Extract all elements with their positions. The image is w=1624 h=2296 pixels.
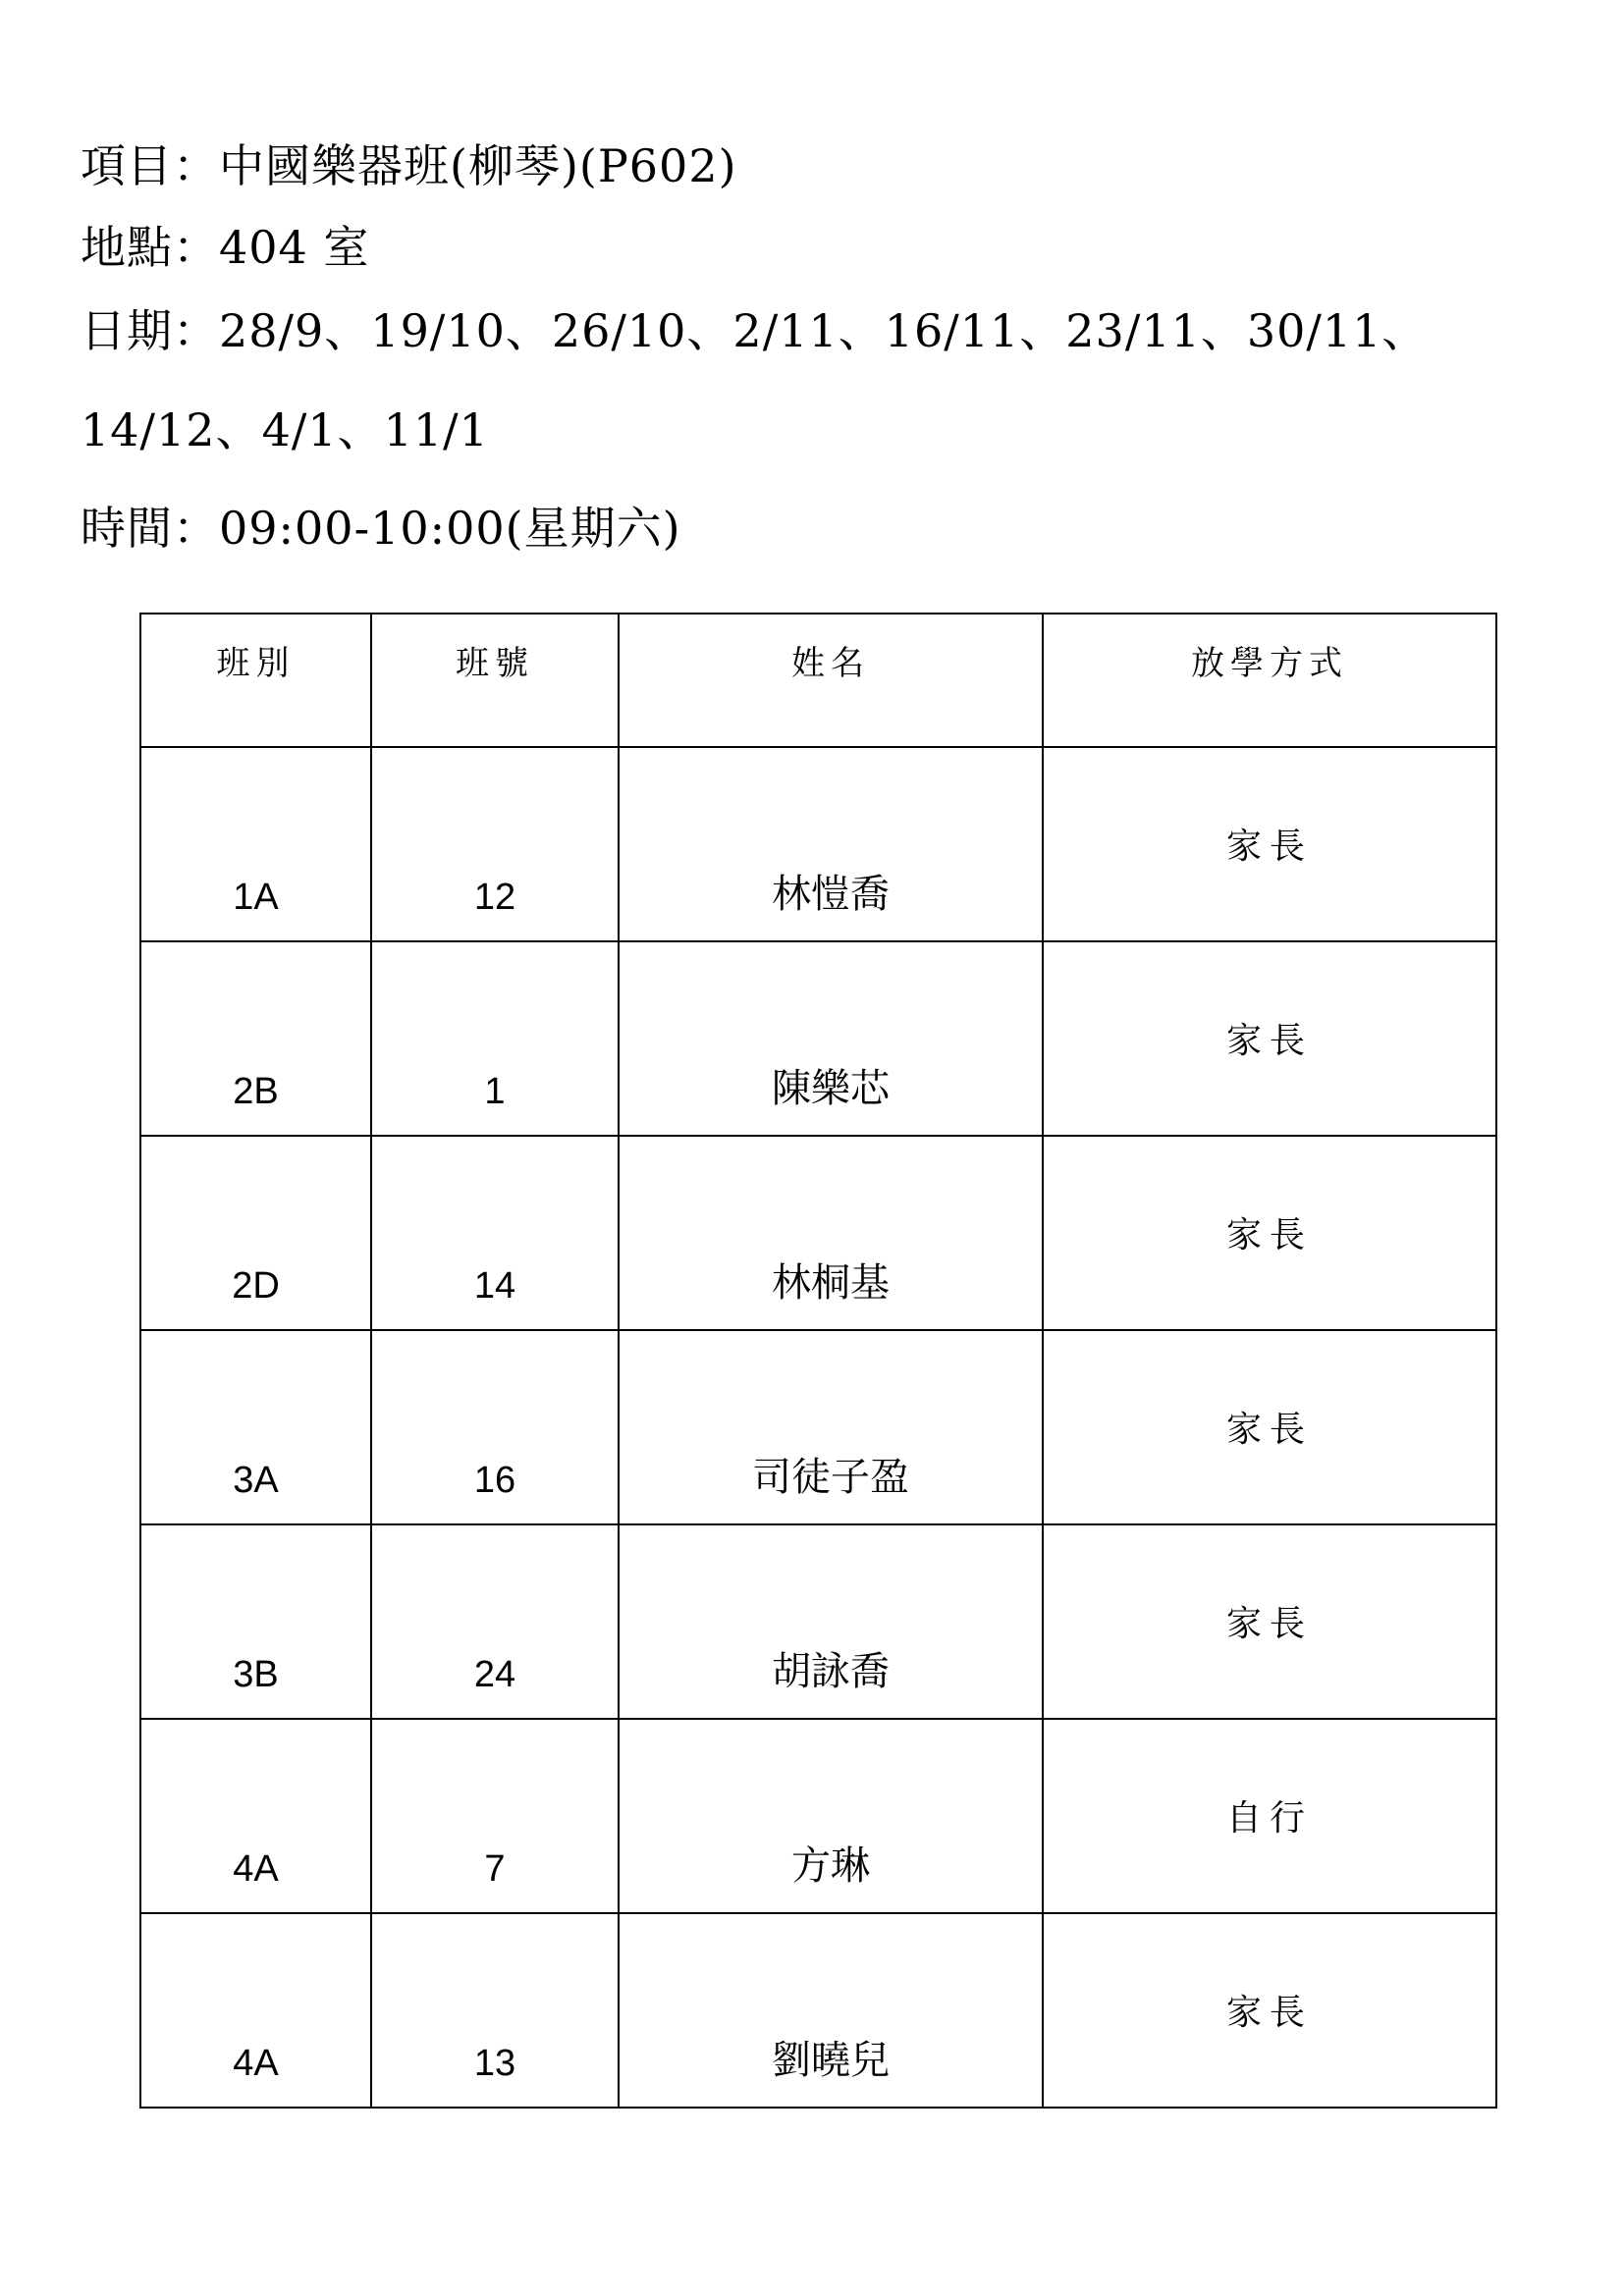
dates-line-2: 14/12、4/1、11/1: [81, 403, 489, 456]
class-value: 2D: [232, 1265, 280, 1307]
pickup-value: 自行: [1225, 1798, 1313, 1839]
class-cell: [140, 1330, 371, 1524]
class-value: 4A: [233, 1848, 279, 1890]
class-cell: [140, 941, 371, 1136]
name-cell: [619, 1719, 1043, 1913]
pickup-cell: [1043, 941, 1496, 1136]
class-cell: [140, 1719, 371, 1913]
table-row: [140, 1330, 1496, 1524]
pickup-value: 家長: [1225, 827, 1313, 867]
item-line: 項目：中國樂器班(柳琴)(P602): [81, 139, 737, 192]
number-cell: [371, 1524, 619, 1719]
table-row: [140, 1524, 1496, 1719]
name-cell: [619, 1136, 1043, 1330]
class-value: 1A: [233, 877, 279, 918]
pickup-value: 家長: [1225, 1021, 1313, 1061]
column-header-number-label: 班號: [456, 644, 534, 683]
table-row: [140, 941, 1496, 1136]
name-cell: [619, 941, 1043, 1136]
pickup-cell: [1043, 1524, 1496, 1719]
column-header-class: [140, 614, 371, 747]
venue-line: 地點：404 室: [81, 221, 370, 274]
class-cell: [140, 747, 371, 941]
name-value: 司徒子盈: [752, 1455, 909, 1500]
column-header-number: [371, 614, 619, 747]
number-cell: [371, 747, 619, 941]
number-value: 7: [484, 1848, 506, 1890]
number-cell: [371, 941, 619, 1136]
column-header-pickup: [1043, 614, 1496, 747]
name-value: 胡詠喬: [772, 1649, 890, 1694]
column-header-pickup-label: 放學方式: [1191, 644, 1348, 683]
class-value: 4A: [233, 2043, 279, 2084]
time-line: 時間：09:00-10:00(星期六): [81, 502, 681, 555]
column-header-name: [619, 614, 1043, 747]
number-cell: [371, 1719, 619, 1913]
pickup-cell: [1043, 1330, 1496, 1524]
number-value: 1: [484, 1071, 506, 1112]
table-header-row: [140, 614, 1496, 747]
number-value: 13: [473, 2043, 516, 2084]
number-cell: [371, 1913, 619, 2108]
pickup-value: 家長: [1225, 1993, 1313, 2033]
student-roster-table: [139, 613, 1497, 2109]
class-value: 3B: [233, 1654, 279, 1695]
class-cell: [140, 1136, 371, 1330]
name-cell: [619, 1330, 1043, 1524]
class-cell: [140, 1913, 371, 2108]
name-value: 陳樂芯: [772, 1066, 890, 1111]
number-value: 14: [473, 1265, 516, 1307]
pickup-cell: [1043, 1913, 1496, 2108]
table-row: [140, 747, 1496, 941]
dates-line-1: 日期：28/9、19/10、26/10、2/11、16/11、23/11、30/11、: [81, 304, 1429, 357]
table-row: [140, 1913, 1496, 2108]
name-cell: [619, 1913, 1043, 2108]
class-cell: [140, 1524, 371, 1719]
pickup-cell: [1043, 1719, 1496, 1913]
pickup-value: 家長: [1225, 1604, 1313, 1644]
class-value: 2B: [233, 1071, 279, 1112]
name-value: 林愷喬: [772, 872, 890, 917]
table-row: [140, 1719, 1496, 1913]
table-row: [140, 1136, 1496, 1330]
number-cell: [371, 1136, 619, 1330]
name-value: 方琳: [791, 1843, 870, 1889]
column-header-class-label: 班別: [216, 644, 296, 683]
pickup-value: 家長: [1225, 1215, 1313, 1255]
number-value: 24: [473, 1654, 516, 1695]
number-value: 16: [473, 1460, 516, 1501]
number-value: 12: [473, 877, 516, 918]
pickup-cell: [1043, 747, 1496, 941]
name-cell: [619, 747, 1043, 941]
class-value: 3A: [233, 1460, 279, 1501]
number-cell: [371, 1330, 619, 1524]
pickup-cell: [1043, 1136, 1496, 1330]
name-value: 林桐基: [772, 1260, 890, 1306]
name-value: 劉曉兒: [772, 2038, 890, 2083]
name-cell: [619, 1524, 1043, 1719]
column-header-name-label: 姓名: [791, 644, 870, 683]
pickup-value: 家長: [1225, 1410, 1313, 1450]
